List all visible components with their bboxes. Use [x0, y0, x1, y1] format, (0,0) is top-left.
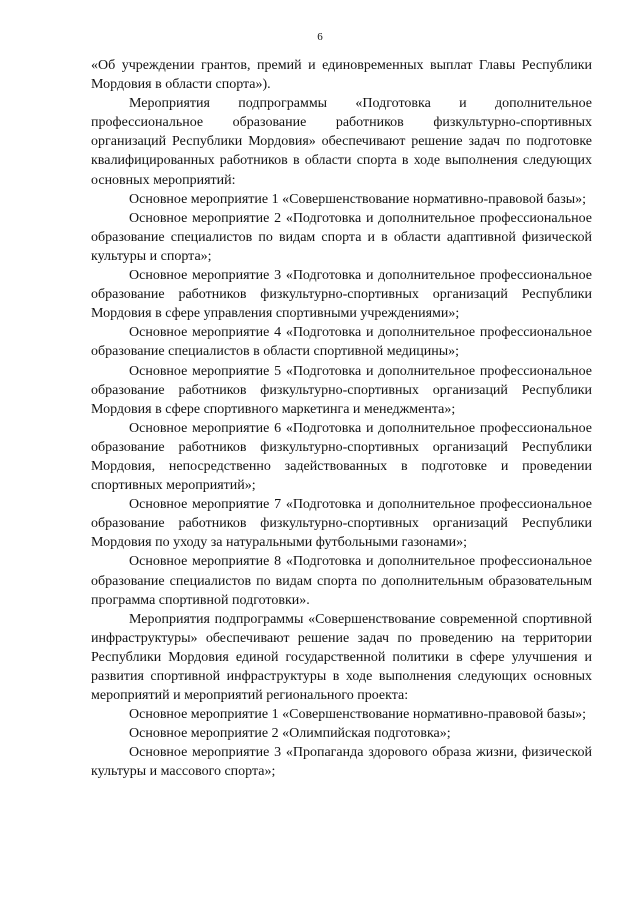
paragraph: Мероприятия подпрограммы «Подготовка и дополнительное профессиональное образование работников физкультурно-спортивных организаций Республики Мордовия» обеспечивают решение задач по подготовке квалифицированных работников в области спорта в ходе выполнения следующих основных мероприятий: [91, 96, 592, 188]
paragraph: «Об учреждении грантов, премий и единовременных выплат Главы Республики Мордовия в области спорта»). [91, 58, 592, 93]
paragraph: Основное мероприятие 1 «Совершенствование нормативно-правовой базы»; [129, 191, 587, 207]
paragraph: Основное мероприятие 2 «Олимпийская подготовка»; [129, 726, 451, 742]
paragraph: Основное мероприятие 7 «Подготовка и дополнительное профессиональное образование работников физкультурно-спортивных организаций Республики Мордовия по уходу за натуральными футбольными газонами»; [91, 497, 592, 551]
page-number: 6 [317, 31, 323, 43]
paragraph: Основное мероприятие 5 «Подготовка и дополнительное профессиональное образование работников физкультурно-спортивных организаций Республики Мордовия в сфере спортивного маркетинга и менеджмента»; [91, 363, 592, 417]
paragraph: Основное мероприятие 8 «Подготовка и дополнительное профессиональное образование специалистов по видам спорта по дополнительным образовательным программа спортивной подготовки». [91, 554, 592, 608]
paragraph: Мероприятия подпрограммы «Совершенствование современной спортивной инфраструктуры» обеспечивают решение задач по проведению на территории Республики Мордовия единой государственной политики в сфере улучшения и развития спортивной инфраструктуры в ходе выполнения следующих основных мероприятий и мероприятий регионального проекта: [91, 611, 592, 704]
paragraph: Основное мероприятие 3 «Пропаганда здорового образа жизни, физической культуры и массового спорта»; [91, 745, 592, 780]
paragraph: Основное мероприятие 2 «Подготовка и дополнительное профессиональное образование специалистов по видам спорта и в области адаптивной физической культуры и спорта»; [91, 210, 592, 264]
document-body [91, 56, 592, 782]
paragraph: Основное мероприятие 6 «Подготовка и дополнительное профессиональное образование работников физкультурно-спортивных организаций Республики Мордовия, непосредственно задействованных в подготовке и проведении спортивных мероприятий»; [91, 420, 592, 494]
paragraph: Основное мероприятие 3 «Подготовка и дополнительное профессиональное образование работников физкультурно-спортивных организаций Республики Мордовия в сфере управления спортивными учреждениями»; [91, 268, 592, 322]
paragraph: Основное мероприятие 4 «Подготовка и дополнительное профессиональное образование специалистов в области спортивной медицины»; [91, 325, 592, 360]
paragraph: Основное мероприятие 1 «Совершенствование нормативно-правовой базы»; [129, 707, 587, 723]
